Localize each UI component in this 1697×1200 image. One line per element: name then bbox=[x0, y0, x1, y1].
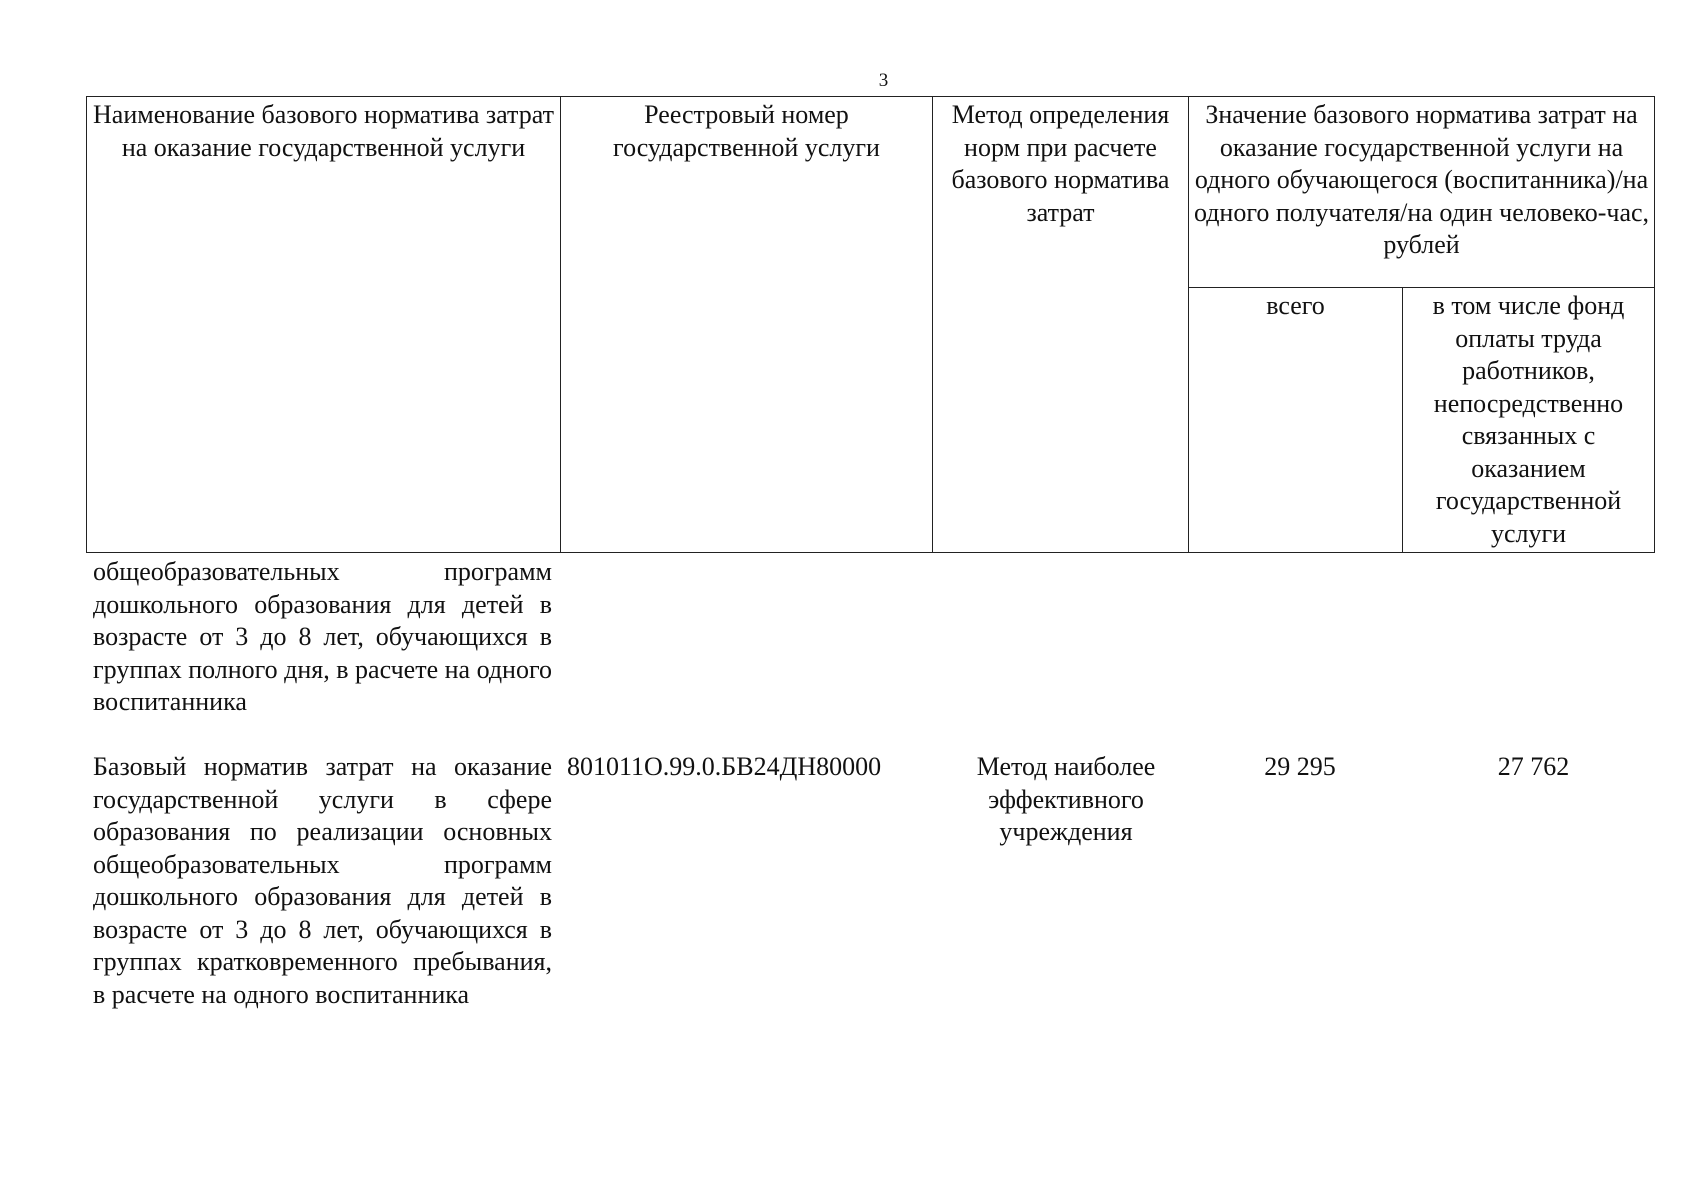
page-number: 3 bbox=[878, 70, 889, 91]
header-method bbox=[933, 97, 1189, 553]
header-registry-text: Реестровый номер государственной услуги bbox=[613, 100, 880, 162]
row-fund-cell: 27 762 bbox=[1497, 752, 1570, 781]
header-value bbox=[1189, 97, 1655, 288]
header-total-text: всего bbox=[1266, 291, 1325, 320]
header-name bbox=[87, 97, 561, 553]
header-fund-text: в том числе фонд оплаты труда работников, непосредственно связанных с оказанием государственной услуги bbox=[1432, 291, 1625, 548]
header-total bbox=[1189, 288, 1403, 553]
header-name-text: Наименование базового норматива затрат на оказание государственной услуги bbox=[93, 100, 554, 162]
continuation-name-cell: общеобразовательных программ дошкольного образования для детей в возрасте от 3 до 8 лет, обучающихся в группах полного дня, в расчете на одного воспитанника bbox=[93, 557, 552, 716]
table-header bbox=[86, 96, 1655, 553]
header-fund bbox=[1403, 288, 1655, 553]
row-method-cell: Метод наиболее эффективного учреждения bbox=[976, 752, 1156, 846]
row-registry-cell: 801011О.99.0.БВ24ДН80000 bbox=[567, 752, 882, 781]
header-row bbox=[87, 97, 1655, 288]
header-value-text: Значение базового норматива затрат на оказание государственной услуги на одного обучающегося (воспитанника)/на одного получателя/на один человеко-час, рублей bbox=[1193, 100, 1650, 259]
header-method-text: Метод определения норм при расчете базового норматива затрат bbox=[951, 100, 1170, 227]
row-total-cell: 29 295 bbox=[1264, 752, 1336, 781]
row-name-cell: Базовый норматив затрат на оказание государственной услуги в сфере образования по реализации основных общеобразовательных программ дошкольного образования для детей в возрасте от 3 до 8 лет, обучающихся в группах кратковременного пребывания, в расчете на одного воспитанника bbox=[93, 752, 552, 1009]
header-registry bbox=[561, 97, 933, 553]
